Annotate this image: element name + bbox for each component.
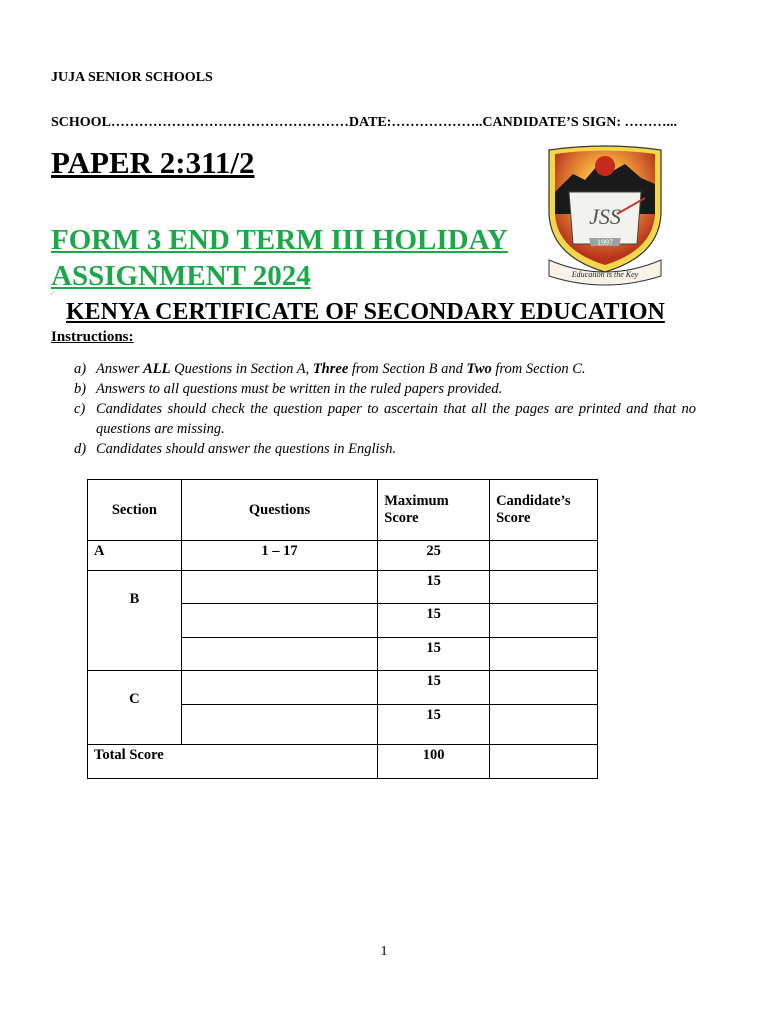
school-crest-logo	[545, 144, 665, 290]
crest-year: 1997	[597, 238, 613, 247]
section-a-questions: 1 – 17	[181, 541, 377, 571]
school-name: JUJA SENIOR SCHOOLS	[51, 70, 213, 85]
instruction-marker: c)	[74, 401, 86, 417]
questions-cell	[181, 671, 377, 705]
instruction-text: Candidates should check the question paper to ascertain that all the pages are printed and that no questions are missing.	[96, 401, 696, 437]
table-row	[88, 671, 598, 705]
header-max-score: Maximum Score	[378, 480, 490, 541]
section-c-max: 15	[378, 705, 490, 745]
instruction-marker: b)	[74, 381, 87, 397]
table-row	[88, 571, 598, 604]
paper-title: PAPER 2:311/2	[51, 145, 255, 180]
header-questions: Questions	[181, 480, 377, 541]
instruction-marker: a)	[74, 361, 87, 377]
section-b-max: 15	[378, 571, 490, 604]
instruction-marker: d)	[74, 441, 87, 457]
table-row	[88, 541, 598, 571]
total-max: 100	[378, 745, 490, 779]
candidate-score-cell[interactable]	[490, 671, 598, 705]
candidate-score-cell[interactable]	[490, 604, 598, 638]
crest-motto: Education is the Key	[571, 270, 639, 279]
questions-cell	[181, 604, 377, 638]
instruction-item-c	[74, 399, 696, 439]
candidate-total-cell[interactable]	[490, 745, 598, 779]
page-number: 1	[380, 944, 388, 959]
assignment-title: FORM 3 END TERM III HOLIDAY ASSIGNMENT 2024	[51, 224, 508, 292]
instructions-heading: Instructions:	[51, 329, 134, 345]
header-section: Section	[88, 480, 182, 541]
exam-name: KENYA CERTIFICATE OF SECONDARY EDUCATION	[66, 299, 665, 325]
section-c-label: C	[88, 671, 182, 745]
section-a-label: A	[88, 541, 182, 571]
table-row-total	[88, 745, 598, 779]
section-b-max: 15	[378, 604, 490, 638]
candidate-score-cell[interactable]	[490, 541, 598, 571]
section-b-label: B	[88, 571, 182, 671]
instruction-text: Answers to all questions must be written in the ruled papers provided.	[96, 381, 503, 397]
instruction-item-a: a) Answer ALL Questions in Section A, Three from Section B and Two from Section C.	[74, 361, 586, 377]
score-table	[87, 479, 598, 779]
candidate-score-cell[interactable]	[490, 571, 598, 604]
instruction-item-b	[74, 379, 696, 399]
instruction-item-d	[74, 439, 696, 459]
questions-cell	[181, 638, 377, 671]
total-score-label: Total Score	[88, 745, 378, 779]
section-a-max: 25	[378, 541, 490, 571]
section-b-max: 15	[378, 638, 490, 671]
school-date-sign-line: SCHOOL……………………………………………DATE:………………..CANDIDATE’S SIGN: ………...	[51, 115, 678, 130]
section-c-max: 15	[378, 671, 490, 705]
questions-cell	[181, 705, 377, 745]
instructions-list	[74, 359, 696, 459]
tick-mark: ·˙	[50, 290, 56, 299]
candidate-score-cell[interactable]	[490, 638, 598, 671]
table-header-row	[88, 480, 598, 541]
crest-initials: JSS	[589, 204, 621, 229]
candidate-score-cell[interactable]	[490, 705, 598, 745]
questions-cell	[181, 571, 377, 604]
header-candidate-score: Candidate’s Score	[490, 480, 598, 541]
instruction-text: Candidates should answer the questions in English.	[96, 441, 397, 457]
